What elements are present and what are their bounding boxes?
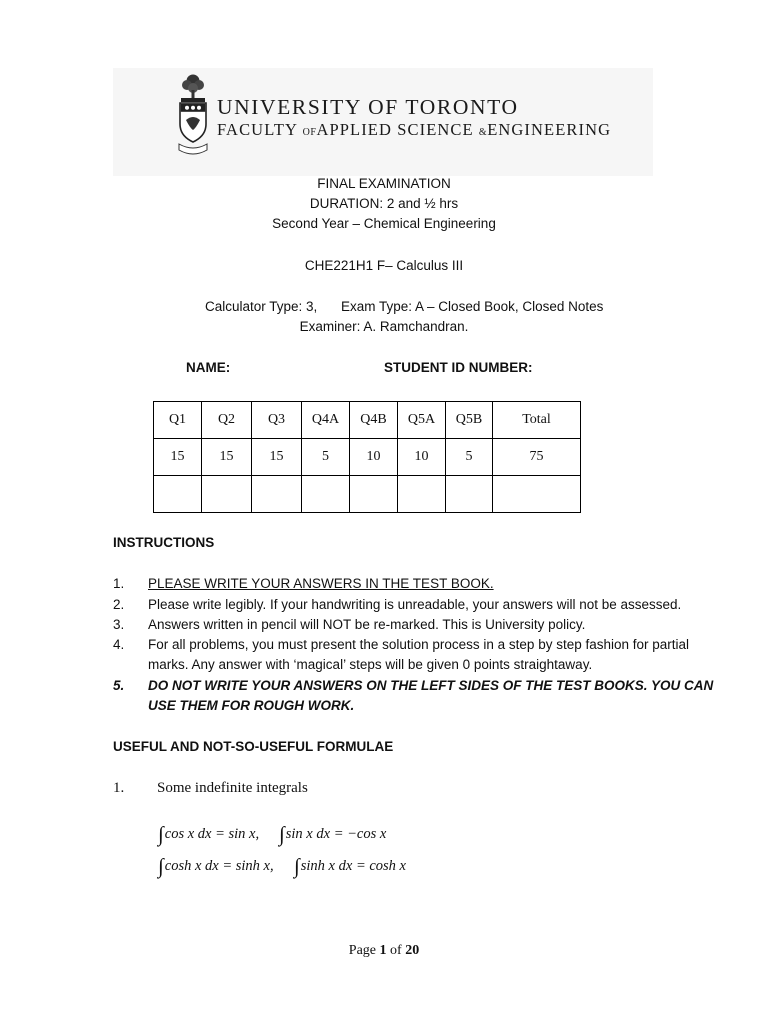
instruction-5-text: DO NOT WRITE YOUR ANSWERS ON THE LEFT SIDES OF THE TEST BOOKS. YOU CAN — [148, 678, 714, 693]
header-total: Total — [493, 402, 581, 439]
instruction-2-text: Please write legibly. If your handwriting is unreadable, your answers will not be assessed. — [148, 597, 682, 612]
exam-type: Exam Type: A – Closed Book, Closed Notes — [341, 299, 604, 314]
score-cell-q1 — [154, 476, 202, 513]
university-crest-logo — [176, 72, 210, 158]
integral-sign: ∫ — [158, 822, 164, 846]
page-current: 1 — [379, 943, 387, 958]
score-table — [153, 401, 581, 513]
formulae-section-title: Some indefinite integrals — [157, 780, 308, 796]
faculty-word: FACULTY — [217, 120, 298, 139]
header-q5b: Q5B — [446, 402, 493, 439]
formula-cosh-result: = sinh x, — [222, 858, 274, 874]
formula-cosh-integrand: cosh x dx — [164, 858, 219, 874]
instruction-2-number: 2. — [113, 597, 125, 612]
marks-total: 75 — [493, 439, 581, 476]
faculty-name — [217, 120, 611, 140]
instruction-1-number: 1. — [113, 576, 125, 591]
integral-sign: ∫ — [158, 854, 164, 878]
header-q2: Q2 — [202, 402, 252, 439]
score-cell-q5b — [446, 476, 493, 513]
page-of: of — [390, 943, 402, 958]
formula-sinh-result: = cosh x — [355, 858, 406, 874]
formulae-heading: USEFUL AND NOT-SO-USEFUL FORMULAE — [113, 739, 394, 754]
marks-q4a: 5 — [302, 439, 350, 476]
formulae-section-number: 1. — [113, 780, 125, 796]
score-cell-q2 — [202, 476, 252, 513]
formula-sinh-integral — [294, 854, 406, 879]
name-label: NAME: — [186, 360, 231, 375]
header-q1: Q1 — [154, 402, 202, 439]
exam-duration: DURATION: 2 and ½ hrs — [309, 196, 459, 211]
formula-cosh-integral — [158, 854, 274, 879]
marks-q5a: 10 — [398, 439, 446, 476]
instruction-3-number: 3. — [113, 617, 125, 632]
university-name: UNIVERSITY OF TORONTO — [217, 95, 519, 119]
formula-sinh-integrand: sinh x dx — [300, 858, 353, 874]
marks-q1: 15 — [154, 439, 202, 476]
marks-q2: 15 — [202, 439, 252, 476]
score-cell-total — [493, 476, 581, 513]
exam-title: FINAL EXAMINATION — [317, 176, 451, 191]
score-table-marks-row — [154, 439, 581, 476]
header-q5a: Q5A — [398, 402, 446, 439]
instruction-4-text-continued: marks. Any answer with ‘magical’ steps will be given 0 points straightaway. — [148, 657, 593, 672]
instruction-3-text: Answers written in pencil will NOT be re-marked. This is University policy. — [148, 617, 586, 632]
student-id-label: STUDENT ID NUMBER: — [384, 360, 533, 375]
instruction-4-number: 4. — [113, 637, 125, 652]
faculty-applied-science: APPLIED SCIENCE — [316, 120, 474, 139]
instruction-4-text: For all problems, you must present the solution process in a step by step fashion for partial — [148, 637, 690, 652]
instruction-1-text: PLEASE WRITE YOUR ANSWERS IN THE TEST BOOK. — [148, 576, 494, 591]
score-cell-q4a — [302, 476, 350, 513]
formula-cos-result: = sin x, — [215, 826, 260, 842]
marks-q3: 15 — [252, 439, 302, 476]
header-q4b: Q4B — [350, 402, 398, 439]
instruction-5-number: 5. — [113, 678, 125, 693]
calculator-type: Calculator Type: 3, — [205, 299, 318, 314]
score-cell-q3 — [252, 476, 302, 513]
examiner: Examiner: A. Ramchandran. — [299, 319, 469, 334]
score-cell-q5a — [398, 476, 446, 513]
formula-sin-result: = −cos x — [333, 826, 387, 842]
faculty-of: OF — [302, 127, 317, 138]
faculty-ampersand: & — [478, 127, 488, 138]
marks-q5b: 5 — [446, 439, 493, 476]
marks-q4b: 10 — [350, 439, 398, 476]
integral-sign: ∫ — [294, 854, 300, 878]
page-number — [0, 943, 768, 959]
page-total: 20 — [405, 943, 420, 958]
faculty-engineering: ENGINEERING — [487, 120, 612, 139]
header-q4a: Q4A — [302, 402, 350, 439]
formula-sin-integrand: sin x dx — [285, 826, 331, 842]
exam-program: Second Year – Chemical Engineering — [272, 216, 496, 231]
page-word: Page — [348, 943, 377, 958]
score-table-header-row — [154, 402, 581, 439]
formula-cos-integrand: cos x dx — [164, 826, 212, 842]
score-table-blank-row — [154, 476, 581, 513]
instructions-heading: INSTRUCTIONS — [113, 535, 215, 550]
header-q3: Q3 — [252, 402, 302, 439]
formula-cos-integral — [158, 822, 259, 847]
integral-sign: ∫ — [279, 822, 285, 846]
formula-sin-integral — [279, 822, 386, 847]
score-cell-q4b — [350, 476, 398, 513]
instruction-5-text-continued: USE THEM FOR ROUGH WORK. — [148, 698, 355, 713]
course-code: CHE221H1 F– Calculus III — [304, 258, 464, 273]
